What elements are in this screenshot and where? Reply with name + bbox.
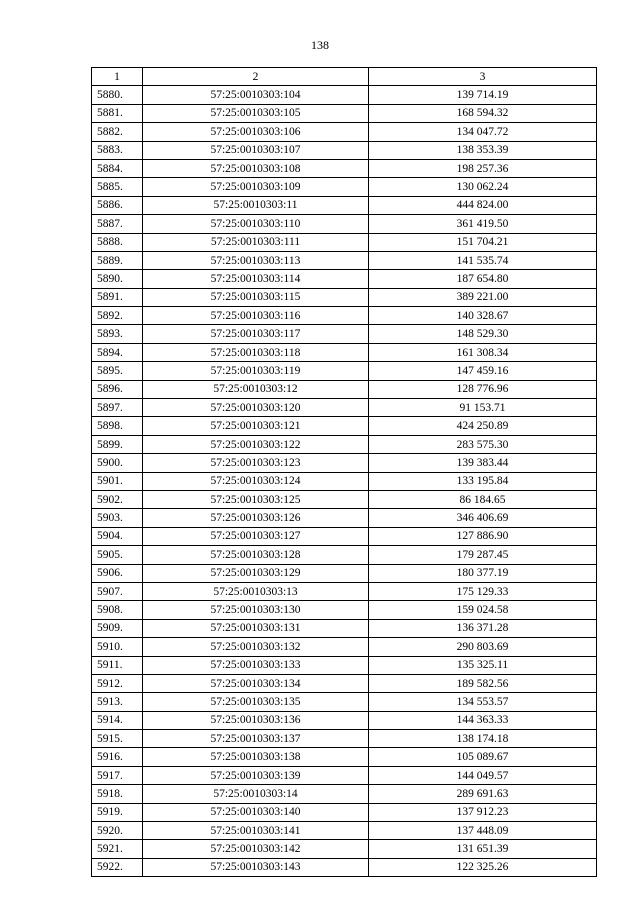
row-number-cell: 5889. — [92, 251, 143, 269]
table-row — [92, 417, 597, 435]
row-number-cell: 5904. — [92, 527, 143, 545]
cadastral-number-cell: 57:25:0010303:127 — [143, 527, 369, 545]
cadastral-number-cell: 57:25:0010303:119 — [143, 362, 369, 380]
table-row — [92, 840, 597, 858]
row-number-cell: 5890. — [92, 270, 143, 288]
value-cell: 140 328.67 — [369, 307, 597, 325]
cadastral-number-cell: 57:25:0010303:115 — [143, 288, 369, 306]
cadastral-number-cell: 57:25:0010303:113 — [143, 251, 369, 269]
cadastral-number-cell: 57:25:0010303:104 — [143, 86, 369, 104]
value-cell: 135 325.11 — [369, 656, 597, 674]
cadastral-number-cell: 57:25:0010303:137 — [143, 730, 369, 748]
cadastral-number-cell: 57:25:0010303:125 — [143, 490, 369, 508]
table-row — [92, 325, 597, 343]
value-cell: 189 582.56 — [369, 674, 597, 692]
cadastral-number-cell: 57:25:0010303:135 — [143, 693, 369, 711]
header-col-3: 3 — [369, 68, 597, 86]
value-cell: 198 257.36 — [369, 159, 597, 177]
table-row — [92, 509, 597, 527]
table-row — [92, 104, 597, 122]
table-row — [92, 711, 597, 729]
table-row — [92, 582, 597, 600]
cadastral-number-cell: 57:25:0010303:126 — [143, 509, 369, 527]
row-number-cell: 5887. — [92, 215, 143, 233]
row-number-cell: 5907. — [92, 582, 143, 600]
table-body — [92, 86, 597, 877]
value-cell: 127 886.90 — [369, 527, 597, 545]
row-number-cell: 5916. — [92, 748, 143, 766]
cadastral-number-cell: 57:25:0010303:108 — [143, 159, 369, 177]
table-row — [92, 858, 597, 876]
cadastral-number-cell: 57:25:0010303:143 — [143, 858, 369, 876]
value-cell: 133 195.84 — [369, 472, 597, 490]
value-cell: 144 049.57 — [369, 766, 597, 784]
value-cell: 91 153.71 — [369, 399, 597, 417]
page-number: 138 — [311, 38, 329, 52]
row-number-cell: 5911. — [92, 656, 143, 674]
row-number-cell: 5897. — [92, 399, 143, 417]
cadastral-number-cell: 57:25:0010303:109 — [143, 178, 369, 196]
row-number-cell: 5918. — [92, 785, 143, 803]
row-number-cell: 5922. — [92, 858, 143, 876]
value-cell: 137 912.23 — [369, 803, 597, 821]
table-row — [92, 730, 597, 748]
value-cell: 130 062.24 — [369, 178, 597, 196]
table-row — [92, 307, 597, 325]
table-row — [92, 251, 597, 269]
row-number-cell: 5885. — [92, 178, 143, 196]
table-row — [92, 270, 597, 288]
value-cell: 128 776.96 — [369, 380, 597, 398]
table-row — [92, 141, 597, 159]
table-row — [92, 159, 597, 177]
cadastral-number-cell: 57:25:0010303:14 — [143, 785, 369, 803]
row-number-cell: 5905. — [92, 546, 143, 564]
cadastral-number-cell: 57:25:0010303:111 — [143, 233, 369, 251]
row-number-cell: 5894. — [92, 343, 143, 361]
value-cell: 137 448.09 — [369, 822, 597, 840]
value-cell: 168 594.32 — [369, 104, 597, 122]
table-row — [92, 86, 597, 104]
value-cell: 136 371.28 — [369, 619, 597, 637]
cadastral-number-cell: 57:25:0010303:120 — [143, 399, 369, 417]
value-cell: 151 704.21 — [369, 233, 597, 251]
row-number-cell: 5910. — [92, 638, 143, 656]
row-number-cell: 5914. — [92, 711, 143, 729]
cadastral-number-cell: 57:25:0010303:12 — [143, 380, 369, 398]
row-number-cell: 5882. — [92, 123, 143, 141]
value-cell: 444 824.00 — [369, 196, 597, 214]
row-number-cell: 5895. — [92, 362, 143, 380]
value-cell: 179 287.45 — [369, 546, 597, 564]
cadastral-number-cell: 57:25:0010303:122 — [143, 435, 369, 453]
table-row — [92, 785, 597, 803]
table-row — [92, 490, 597, 508]
value-cell: 131 651.39 — [369, 840, 597, 858]
cadastral-number-cell: 57:25:0010303:106 — [143, 123, 369, 141]
value-cell: 159 024.58 — [369, 601, 597, 619]
header-col-1: 1 — [92, 68, 143, 86]
row-number-cell: 5903. — [92, 509, 143, 527]
value-cell: 134 553.57 — [369, 693, 597, 711]
table-row — [92, 343, 597, 361]
cadastral-number-cell: 57:25:0010303:132 — [143, 638, 369, 656]
value-cell: 122 325.26 — [369, 858, 597, 876]
table-row — [92, 619, 597, 637]
cadastral-number-cell: 57:25:0010303:105 — [143, 104, 369, 122]
value-cell: 105 089.67 — [369, 748, 597, 766]
row-number-cell: 5884. — [92, 159, 143, 177]
value-cell: 134 047.72 — [369, 123, 597, 141]
table-row — [92, 748, 597, 766]
row-number-cell: 5913. — [92, 693, 143, 711]
cadastral-number-cell: 57:25:0010303:118 — [143, 343, 369, 361]
cadastral-number-cell: 57:25:0010303:114 — [143, 270, 369, 288]
row-number-cell: 5883. — [92, 141, 143, 159]
cadastral-number-cell: 57:25:0010303:123 — [143, 454, 369, 472]
cadastral-number-cell: 57:25:0010303:139 — [143, 766, 369, 784]
table-row — [92, 601, 597, 619]
row-number-cell: 5917. — [92, 766, 143, 784]
cadastral-number-cell: 57:25:0010303:107 — [143, 141, 369, 159]
row-number-cell: 5900. — [92, 454, 143, 472]
row-number-cell: 5912. — [92, 674, 143, 692]
table-row — [92, 638, 597, 656]
cadastral-number-cell: 57:25:0010303:138 — [143, 748, 369, 766]
cadastral-number-cell: 57:25:0010303:131 — [143, 619, 369, 637]
value-cell: 180 377.19 — [369, 564, 597, 582]
table-row — [92, 233, 597, 251]
cadastral-number-cell: 57:25:0010303:11 — [143, 196, 369, 214]
row-number-cell: 5901. — [92, 472, 143, 490]
table-row — [92, 822, 597, 840]
cadastral-number-cell: 57:25:0010303:124 — [143, 472, 369, 490]
table-row — [92, 472, 597, 490]
value-cell: 361 419.50 — [369, 215, 597, 233]
value-cell: 424 250.89 — [369, 417, 597, 435]
table-row — [92, 288, 597, 306]
table-row — [92, 435, 597, 453]
cadastral-number-cell: 57:25:0010303:141 — [143, 822, 369, 840]
row-number-cell: 5898. — [92, 417, 143, 435]
row-number-cell: 5880. — [92, 86, 143, 104]
value-cell: 141 535.74 — [369, 251, 597, 269]
cadastral-number-cell: 57:25:0010303:129 — [143, 564, 369, 582]
table-row — [92, 123, 597, 141]
table-row — [92, 178, 597, 196]
table-row — [92, 564, 597, 582]
value-cell: 289 691.63 — [369, 785, 597, 803]
value-cell: 346 406.69 — [369, 509, 597, 527]
row-number-cell: 5908. — [92, 601, 143, 619]
row-number-cell: 5921. — [92, 840, 143, 858]
value-cell: 138 353.39 — [369, 141, 597, 159]
row-number-cell: 5893. — [92, 325, 143, 343]
value-cell: 86 184.65 — [369, 490, 597, 508]
value-cell: 148 529.30 — [369, 325, 597, 343]
row-number-cell: 5891. — [92, 288, 143, 306]
value-cell: 175 129.33 — [369, 582, 597, 600]
row-number-cell: 5892. — [92, 307, 143, 325]
value-cell: 144 363.33 — [369, 711, 597, 729]
row-number-cell: 5915. — [92, 730, 143, 748]
table-row — [92, 693, 597, 711]
value-cell: 389 221.00 — [369, 288, 597, 306]
cadastral-number-cell: 57:25:0010303:13 — [143, 582, 369, 600]
cadastral-number-cell: 57:25:0010303:130 — [143, 601, 369, 619]
row-number-cell: 5886. — [92, 196, 143, 214]
row-number-cell: 5906. — [92, 564, 143, 582]
table-row — [92, 454, 597, 472]
cadastral-number-cell: 57:25:0010303:121 — [143, 417, 369, 435]
table-row — [92, 803, 597, 821]
cadastral-number-cell: 57:25:0010303:128 — [143, 546, 369, 564]
table-row — [92, 656, 597, 674]
cadastral-number-cell: 57:25:0010303:134 — [143, 674, 369, 692]
cadastral-number-cell: 57:25:0010303:116 — [143, 307, 369, 325]
row-number-cell: 5909. — [92, 619, 143, 637]
value-cell: 290 803.69 — [369, 638, 597, 656]
table-row — [92, 766, 597, 784]
cadastral-number-cell: 57:25:0010303:142 — [143, 840, 369, 858]
table-row — [92, 527, 597, 545]
cadastral-number-cell: 57:25:0010303:140 — [143, 803, 369, 821]
cadastral-number-cell: 57:25:0010303:133 — [143, 656, 369, 674]
table-row — [92, 399, 597, 417]
cadastral-number-cell: 57:25:0010303:110 — [143, 215, 369, 233]
value-cell: 187 654.80 — [369, 270, 597, 288]
value-cell: 138 174.18 — [369, 730, 597, 748]
table-row — [92, 674, 597, 692]
table-header-row — [92, 68, 597, 86]
value-cell: 147 459.16 — [369, 362, 597, 380]
row-number-cell: 5902. — [92, 490, 143, 508]
row-number-cell: 5920. — [92, 822, 143, 840]
cadastral-number-cell: 57:25:0010303:136 — [143, 711, 369, 729]
header-col-2: 2 — [143, 68, 369, 86]
table-row — [92, 215, 597, 233]
table-row — [92, 362, 597, 380]
cadastral-value-table — [91, 67, 597, 877]
row-number-cell: 5896. — [92, 380, 143, 398]
value-cell: 139 714.19 — [369, 86, 597, 104]
row-number-cell: 5881. — [92, 104, 143, 122]
row-number-cell: 5919. — [92, 803, 143, 821]
table-row — [92, 546, 597, 564]
table-row — [92, 380, 597, 398]
value-cell: 161 308.34 — [369, 343, 597, 361]
row-number-cell: 5899. — [92, 435, 143, 453]
table-row — [92, 196, 597, 214]
value-cell: 283 575.30 — [369, 435, 597, 453]
value-cell: 139 383.44 — [369, 454, 597, 472]
cadastral-number-cell: 57:25:0010303:117 — [143, 325, 369, 343]
row-number-cell: 5888. — [92, 233, 143, 251]
